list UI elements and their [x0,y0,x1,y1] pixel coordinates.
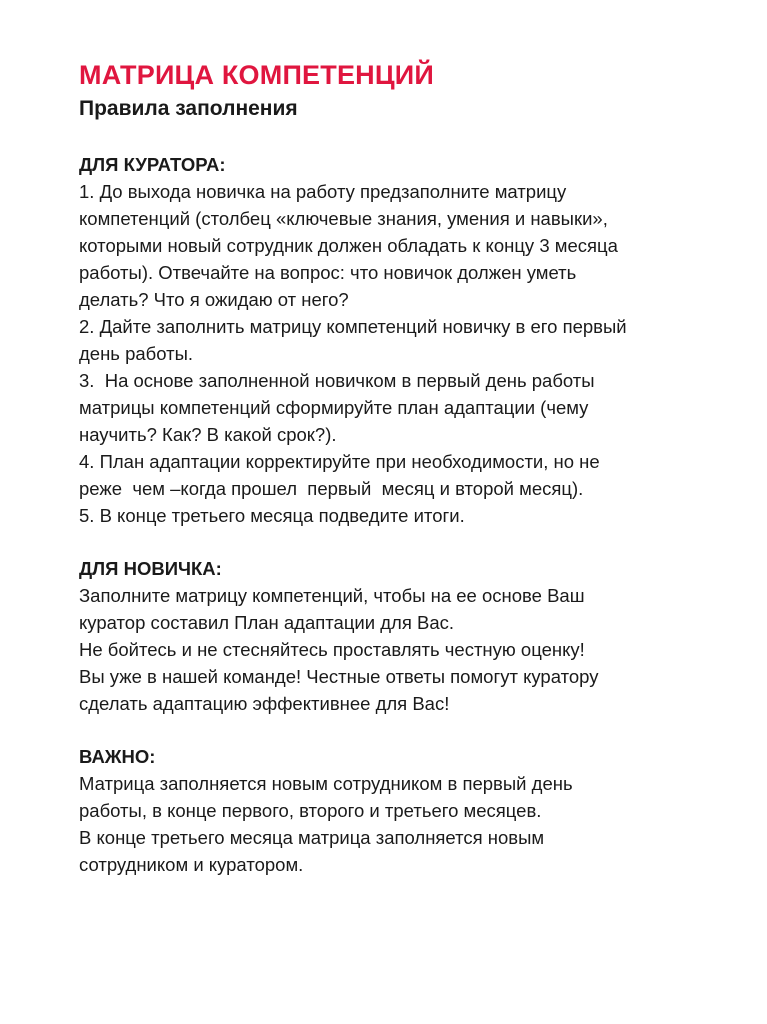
document-title: МАТРИЦА КОМПЕТЕНЦИЙ [79,60,434,90]
section-heading: ДЛЯ КУРАТОРА: [79,154,226,175]
document-page [79,56,739,905]
text-line: работы). Отвечайте на вопрос: что новичок должен уметь [79,262,577,283]
text-line: реже чем –когда прошел первый месяц и второй месяц). [79,478,584,499]
text-line: куратор составил План адаптации для Вас. [79,612,454,633]
text-line: Матрица заполняется новым сотрудником в первый день [79,773,573,794]
text-line: В конце третьего месяца матрица заполняется новым [79,827,545,848]
text-line: Вы уже в нашей команде! Честные ответы помогут куратору [79,666,599,687]
text-line: которыми новый сотрудник должен обладать к концу 3 месяца [79,235,618,256]
text-line: матрицы компетенций сформируйте план адаптации (чему [79,397,589,418]
text-line: делать? Что я ожидаю от него? [79,289,349,310]
document-subtitle: Правила заполнения [79,97,298,120]
section-heading: ВАЖНО: [79,746,156,767]
text-line: Заполните матрицу компетенций, чтобы на ее основе Ваш [79,585,585,606]
text-line: компетенций (столбец «ключевые знания, умения и навыки», [79,208,608,229]
text-line: 1. До выхода новичка на работу предзаполните матрицу [79,181,567,202]
section-newcomer [79,556,739,717]
text-line: научить? Как? В какой срок?). [79,424,337,445]
text-line: сотрудником и куратором. [79,854,304,875]
section-curator [79,152,739,529]
text-line: 5. В конце третьего месяца подведите итоги. [79,505,465,526]
section-heading: ДЛЯ НОВИЧКА: [79,558,222,579]
text-line: Не бойтесь и не стесняйтесь проставлять честную оценку! [79,639,585,660]
text-line: работы, в конце первого, второго и третьего месяцев. [79,800,542,821]
text-line: 2. Дайте заполнить матрицу компетенций новичку в его первый [79,316,627,337]
text-line: 4. План адаптации корректируйте при необходимости, но не [79,451,600,472]
text-line: день работы. [79,343,194,364]
text-line: 3. На основе заполненной новичком в первый день работы [79,370,595,391]
section-important [79,744,739,878]
text-line: сделать адаптацию эффективнее для Вас! [79,693,450,714]
